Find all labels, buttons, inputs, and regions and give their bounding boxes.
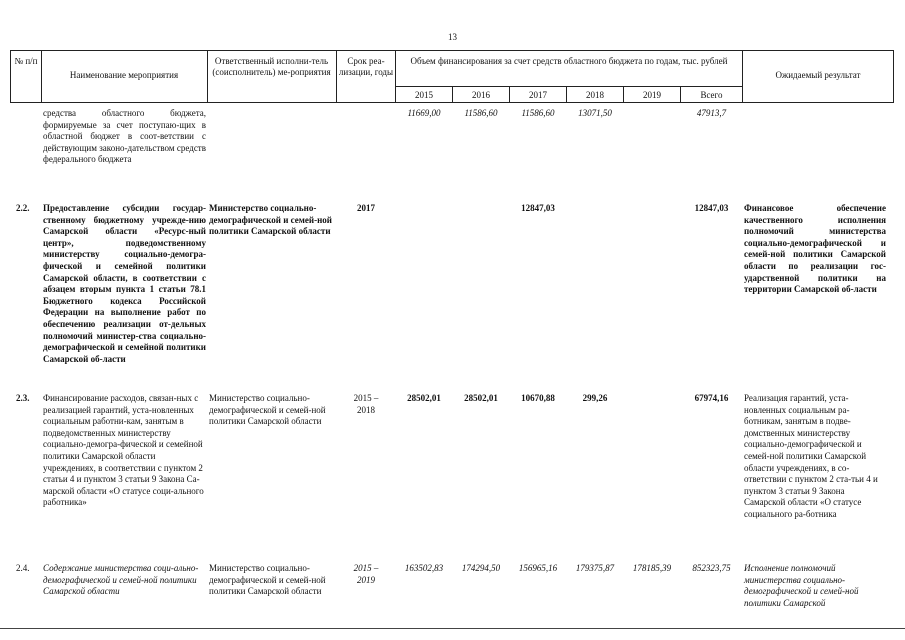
row3-result: Исполнение полномочий министерства социально-демографической и семей-ной политики Самарской: [744, 563, 859, 608]
header-year-2015: 2015: [415, 90, 433, 100]
row1-num: 2.2.: [16, 203, 30, 213]
header-year-2018: 2018: [586, 90, 604, 100]
row2-name: Финансирование расходов, связан-ных с реализацией гарантий, уста-новленных социальным работни-кам, занятым в подведомственных министерству социально-демогра-фической и семейной политики Самарской области учреждениях, в соответствии с пунктом 2 статьи 4 и пунктом 3 статьи 9 Закона Са-марской области «О статусе соци-ального работника»: [43, 393, 204, 508]
row2-responsible: Министерство социально-демографической и семей-ной политики Самарской области: [209, 393, 326, 427]
row2-num: 2.3.: [16, 393, 30, 403]
col-rule-11: [893, 50, 894, 102]
header-name: Наименование мероприятия: [69, 70, 179, 80]
row1-responsible: Министерство социально-демографической и семей-ной политики Самарской области: [209, 203, 332, 237]
row0-total: 47913,7: [696, 108, 727, 118]
row2-term: 2015 – 2018: [353, 393, 379, 415]
row3-2016: 174294,50: [461, 563, 501, 573]
row0-2017: 11586,60: [521, 108, 555, 118]
row1-name: Предоставление субсидии государ-ственному бюджетному учрежде-нию Самарской области «Ресурс-ный центр», подведомственному министерству социально-демогра-фической и семейной политики Самарской области, в соответствии с абзацем вторым пункта 1 статьи 78.1 Бюджетного кодекса Российской Федерации на выполнение работ по обеспечению реализации от-дельных полномочий министер-ства социально-демографической и семейной политики Самарской об-ласти: [43, 203, 206, 364]
row3-2017: 156965,16: [518, 563, 558, 573]
page-bottom-rule: [0, 628, 905, 629]
row0-name: средства областного бюджета, формируемые за счет поступаю-щих в областной бюджет в соот-ветствии с действующим законо-дательством средств федерального бюджета: [43, 108, 206, 165]
row0-2015: 11669,00: [407, 108, 441, 118]
row2-2017: 10670,88: [521, 393, 555, 403]
col-rule-1: [41, 50, 42, 102]
page-number: 13: [448, 32, 457, 42]
row2-total: 67974,16: [694, 393, 729, 403]
header-year-2016: 2016: [472, 90, 490, 100]
header-num: № п/п: [14, 56, 38, 66]
header-funding: Объем финансирования за счет средств областного бюджета по годам, тыс. рублей: [410, 56, 728, 66]
row3-total: 852323,75: [692, 563, 731, 573]
row3-name: Содержание министерства соци-ально-демографической и семей-ной политики Самарской области: [43, 563, 199, 597]
header-year-2017: 2017: [529, 90, 547, 100]
row3-responsible: Министерство социально-демографической и семей-ной политики Самарской области: [209, 563, 326, 597]
row3-term: 2015 – 2019: [353, 563, 379, 585]
col-rule-2: [207, 50, 208, 102]
header-bottom-rule: [10, 102, 894, 103]
funding-table: [10, 50, 894, 630]
funding-subheader-rule: [395, 86, 742, 87]
row3-num: 2.4.: [16, 563, 30, 573]
header-result: Ожидаемый результат: [775, 70, 861, 80]
row3-2019: 178185,39: [632, 563, 672, 573]
row2-2018: 299,26: [582, 393, 608, 403]
row2-2015: 28502,01: [407, 393, 441, 403]
row2-result: Реализация гарантий, уста-новленных социальным ра-ботникам, занятым в подве-домственных министерству социально-демографической и семей-ной политики Самарской области учреждениях, в со-ответствии с пунктом 2 ста-тьи 4 и пунктом 3 статьи 9 Закона Самарской области «О статусе социального ра-ботника: [744, 393, 878, 519]
row1-term: 2017: [357, 203, 375, 213]
col-rule-3: [336, 50, 337, 102]
col-rule-0: [10, 50, 11, 102]
row1-2017: 12847,03: [521, 203, 555, 213]
col-rule-10: [742, 50, 743, 102]
row3-2018: 179375,87: [575, 563, 615, 573]
row0-2016: 11586,60: [464, 108, 498, 118]
row2-2016: 28502,01: [464, 393, 498, 403]
header-responsible: Ответственный исполни-тель (соисполнитель) ме-роприятия: [212, 56, 331, 77]
table-top-rule: [10, 50, 894, 51]
row3-2015: 163502,83: [404, 563, 444, 573]
row0-2018: 13071,50: [578, 108, 612, 118]
row1-result: Финансовое обеспечение качественного исполнения полномочий министерства социально-демографической и семей-ной политики Самарской области по реализации гос-ударственной политики на территории Самарской об-ласти: [744, 203, 886, 295]
header-total: Всего: [700, 90, 723, 100]
row1-total: 12847,03: [694, 203, 729, 213]
header-year-2019: 2019: [643, 90, 661, 100]
header-term: Срок реа-лизации, годы: [338, 56, 394, 77]
